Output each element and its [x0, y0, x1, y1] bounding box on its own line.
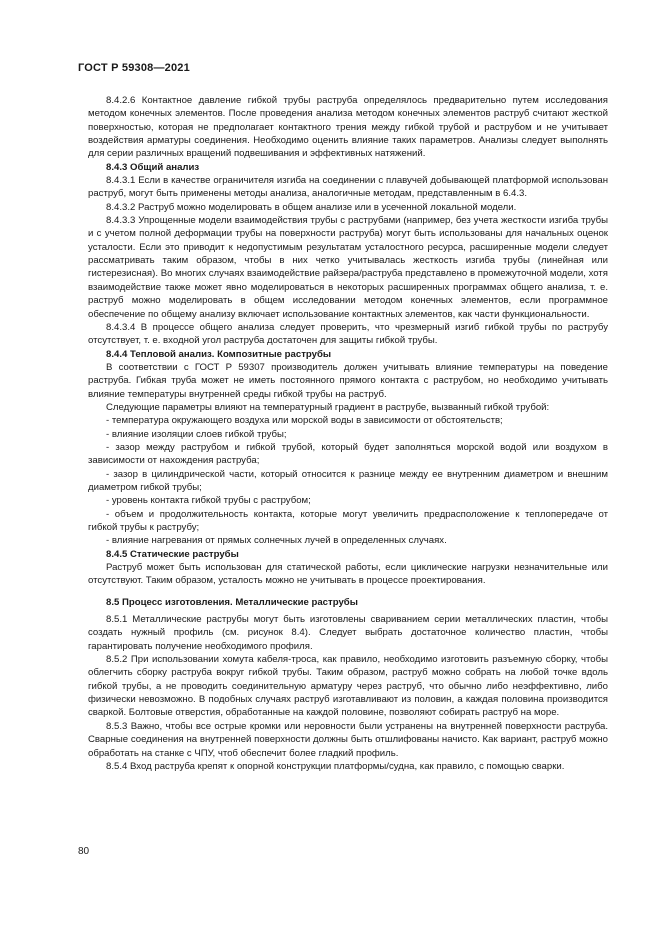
paragraph: Следующие параметры влияют на температурный градиент в раструбе, вызванный гибкой трубой:: [106, 401, 550, 413]
paragraph: - зазор в цилиндрической части, который относится к разнице между ее внутренним диаметром и внешним диаметром гибкой трубы;: [88, 468, 608, 493]
paragraph: В соответствии с ГОСТ Р 59307 производитель должен учитывать влияние температуры на поведение раструба. Гибкая труба может не иметь постоянного прямого контакта с раструбом, но необходимо учитывать влияние температуры внутренней среды гибкой трубы на раструб.: [88, 361, 608, 400]
paragraph: 8.5.1 Металлические раструбы могут быть изготовлены свариванием серии металлических пластин, чтобы создать нужный профиль (см. рисунок 8.4). Следует выбрать достаточное количество пластин, чтобы гарантировать получение необходимого профиля.: [88, 614, 608, 652]
document-header: ГОСТ Р 59308—2021: [78, 62, 190, 74]
section-heading: 8.4.4 Тепловой анализ. Композитные раструбы: [106, 348, 332, 360]
paragraph: 8.5.4 Вход раструба крепят к опорной конструкции платформы/судна, как правило, с помощью сварки.: [106, 760, 565, 772]
paragraph: - объем и продолжительность контакта, которые могут увеличить предрасположение к теплопередаче от гибкой трубы к раструбу;: [88, 508, 608, 533]
paragraph: 8.4.3.1 Если в качестве ограничителя изгиба на соединении с плавучей добывающей платформой использован раструб, могут быть применены методы анализа, аналогичные методам, представленным в 6.4.3.: [88, 175, 608, 200]
document-body: [88, 94, 608, 773]
paragraph: 8.5.3 Важно, чтобы все острые кромки или неровности были устранены на внутренней поверхности раструба. Сварные соединения на внутренней поверхности должны быть отшлифованы начисто. Как вариант, раструб можно обработать на станке с ЧПУ, чтоб обеспечит более гладкий профиль.: [88, 720, 608, 759]
section-title: 8.5 Процесс изготовления. Металлические раструбы: [106, 596, 358, 608]
section-heading: 8.4.5 Статические раструбы: [106, 548, 239, 560]
paragraph: - влияние нагревания от прямых солнечных лучей в определенных случаях.: [106, 535, 447, 547]
page-number: 80: [78, 846, 90, 857]
paragraph: - уровень контакта гибкой трубы с раструбом;: [106, 495, 311, 507]
paragraph: - зазор между раструбом и гибкой трубой, который будет заполняться морской водой или воздухом в зависимости от нахождения раструба;: [88, 441, 608, 467]
paragraph: 8.4.3.2 Раструб можно моделировать в общем анализе или в усеченной локальной модели.: [106, 201, 517, 213]
paragraph: 8.4.3.3 Упрощенные модели взаимодействия трубы с раструбами (например, без учета жесткости изгиба трубы и с учетом полной деформации трубы на поверхности раструба) могут быть использованы для начальных оценок усталости. Если это приводит к недопустимым результатам усталостного ресурса, расширенные модели следует рассматривать таким образом, чтобы в них четко учитывалась жесткость изгиба трубы (линейная или гистерезисная). Во многих случаях взаимодействие райзера/раструба представлено в промежуточной модели, хотя взаимодействие также может явно моделироваться в некоторых расширенных программах общего анализа, т. е. раструб можно моделировать в общем исследовании методом конечных элементов, если программное обеспечение по общему анализу включает использование контактных элементов, как части функциональности.: [88, 215, 608, 320]
paragraph: Раструб может быть использован для статической работы, если циклические нагрузки незначительные или отсутствуют. Таким образом, усталость можно не учитывать в процессе проектирования.: [88, 562, 608, 587]
section-heading: 8.4.3 Общий анализ: [106, 161, 200, 173]
paragraph: - влияние изоляции слоев гибкой трубы;: [106, 428, 287, 440]
paragraph: 8.4.3.4 В процессе общего анализа следует проверить, что чрезмерный изгиб гибкой трубы по раструбу отсутствует, т. е. входной угол раструба достаточен для защиты гибкой трубы.: [88, 321, 608, 347]
paragraph: 8.5.2 При использовании хомута кабеля-троса, как правило, необходимо изготовить разъемную сборку, чтобы облегчить сборку раструба вокруг гибкой трубы. Таким образом, раструб можно собрать на любой точке вдоль гибкой трубы, а не проводить соединительную арматуру через раструб, что обычно либо неэффективно, либо физически невозможно. В подобных случаях раструб изготавливают из половин, а каждая половина производится сваркой. Болтовые отверстия, обработанные на каждой половине, позволяют собирать раструб на море.: [88, 654, 608, 719]
paragraph: 8.4.2.6 Контактное давление гибкой трубы раструба определялось предварительно путем исследования методом конечных элементов. После проведения анализа методом конечных элементов раструб считают жесткой поверхностью, которая не предполагает контактного трения между гибкой трубой и раструбом и не учитывает воздействия арматуры соединения. Необходимо оценить влияние таких параметров. Анализы следует выполнять для серии различных вращений подвешивания и эффективных натяжений.: [88, 95, 608, 160]
paragraph: - температура окружающего воздуха или морской воды в зависимости от обстоятельств;: [106, 415, 503, 427]
